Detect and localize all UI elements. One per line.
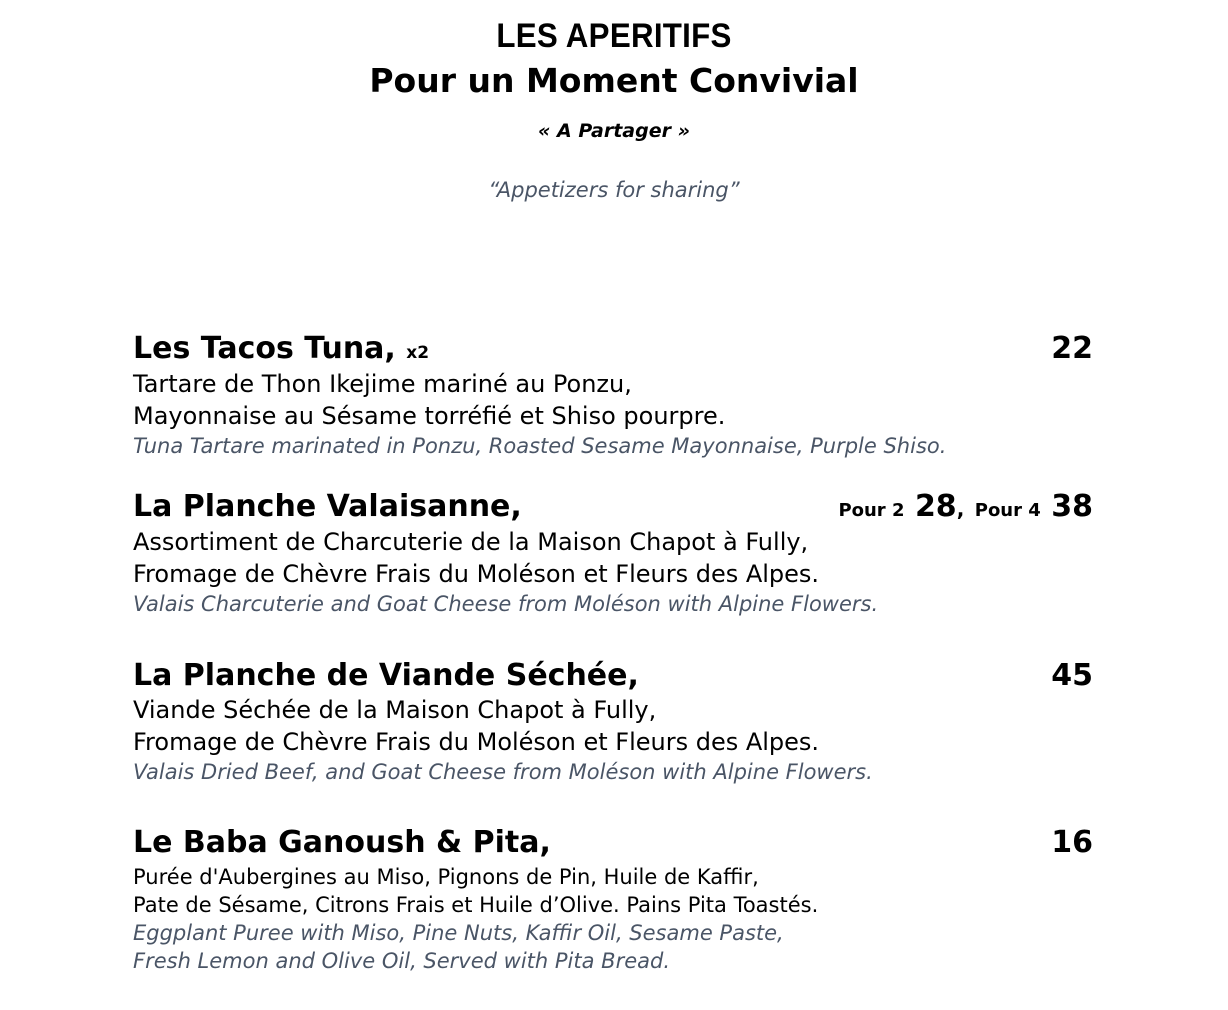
menu-item-description-line: Fromage de Chèvre Frais du Moléson et Fleurs des Alpes. (133, 560, 820, 588)
menu-item-quantity: x2 (406, 343, 430, 363)
menu-item-description-line: Assortiment de Charcuterie de la Maison Chapot à Fully, (133, 528, 809, 556)
menu-item-description-line: Mayonnaise au Sésame torréfié et Shiso pourpre. (133, 402, 726, 430)
menu-item-name: La Planche de Viande Séchée, (133, 658, 639, 693)
price-option-value: 28 (914, 489, 957, 524)
menu-item-description-english: Fresh Lemon and Olive Oil, Served with Pita Bread. (133, 949, 670, 973)
menu-item-description-line: Fromage de Chèvre Frais du Moléson et Fleurs des Alpes. (133, 728, 820, 756)
menu-item-description-english: Valais Dried Beef, and Goat Cheese from Moléson with Alpine Flowers. (133, 760, 873, 784)
menu-item-description-line: Viande Séchée de la Maison Chapot à Fully, (133, 696, 657, 724)
menu-item-price: 22 (1051, 331, 1093, 366)
page-title: LES APERITIFS (496, 17, 732, 55)
menu-item-description-line: Purée d'Aubergines au Miso, Pignons de Pin, Huile de Kaffir, (133, 865, 759, 889)
menu-item-price: 16 (1051, 825, 1093, 860)
menu-item-description-english: Eggplant Puree with Miso, Pine Nuts, Kaffir Oil, Sesame Paste, (133, 921, 784, 945)
menu-item-description-line: Tartare de Thon Ikejime mariné au Ponzu, (133, 370, 632, 398)
menu-item-name: La Planche Valaisanne, (133, 489, 522, 524)
menu-item-name-text: Les Tacos Tuna, (133, 331, 396, 366)
menu-item-description-english: Valais Charcuterie and Goat Cheese from Moléson with Alpine Flowers. (133, 592, 879, 616)
menu-item-price: 45 (1051, 658, 1093, 693)
menu-item-description-line: Pate de Sésame, Citrons Frais et Huile d’Olive. Pains Pita Toastés. (133, 893, 819, 917)
price-option-label: Pour 4 (974, 500, 1041, 521)
page-subtitle: Pour un Moment Convivial (369, 61, 859, 100)
menu-item-baba-ganoush (133, 825, 1093, 980)
menu-item-viande-sechee (133, 658, 1093, 788)
menu-item-planche-valaisanne (133, 489, 1093, 619)
price-option-label: Pour 2 (838, 500, 905, 521)
menu-item-name (133, 331, 429, 371)
menu-item-name: Le Baba Ganoush & Pita, (133, 825, 551, 860)
menu-item-description-english: Tuna Tartare marinated in Ponzu, Roasted Sesame Mayonnaise, Purple Shiso. (133, 434, 947, 458)
price-separator: , (956, 497, 965, 521)
menu-item-tacos-tuna (133, 331, 1093, 461)
section-tagline-english: “Appetizers for sharing” (488, 178, 740, 202)
section-tagline: « A Partager » (538, 120, 690, 142)
price-option-value: 38 (1051, 489, 1093, 524)
menu-item-price-options (838, 489, 1093, 529)
